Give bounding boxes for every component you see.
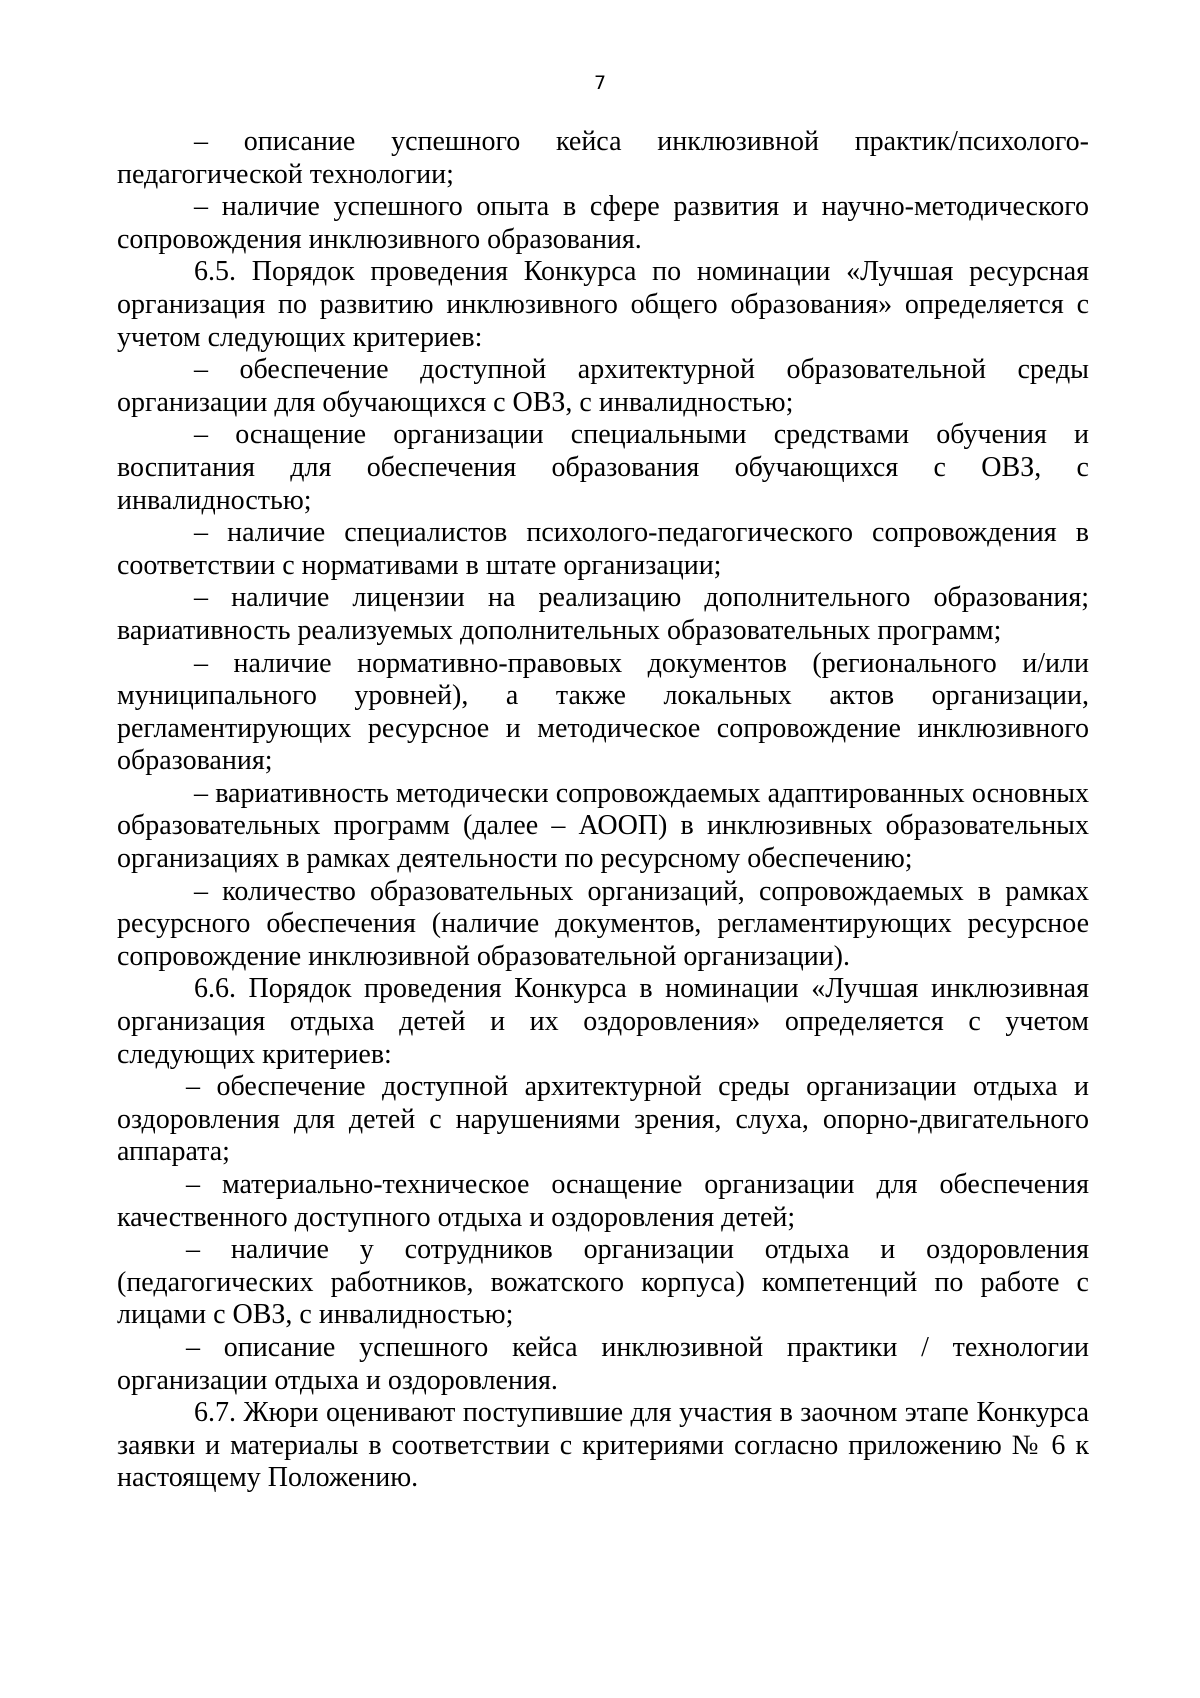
bullet-item: – наличие нормативно-правовых документов (регионального и/или муниципального уровней), а также локальных актов организации, регламентирующих ресурсное и методическое сопровождение инклюзивного образования; [117,647,1089,777]
document-body [117,126,1089,1495]
section-paragraph-6-5: 6.5. Порядок проведения Конкурса по номинации «Лучшая ресурсная организация по развитию инклюзивного общего образования» определяется с учетом следующих критериев: [117,256,1089,353]
bullet-item: – оснащение организации специальными средствами обучения и воспитания для обеспечения образования обучающихся с ОВЗ, с инвалидностью; [117,419,1089,516]
bullet-item: – материально-техническое оснащение организации для обеспечения качественного доступного отдыха и оздоровления детей; [117,1169,1089,1233]
bullet-item: – наличие лицензии на реализацию дополнительного образования; вариативность реализуемых дополнительных образовательных программ; [117,582,1089,646]
bullet-item: – наличие успешного опыта в сфере развития и научно-методического сопровождения инклюзивного образования. [117,191,1089,255]
bullet-item: – описание успешного кейса инклюзивной практик/психолого-педагогической технологии; [117,126,1089,190]
page-number: 7 [593,72,607,94]
bullet-item: – обеспечение доступной архитектурной среды организации отдыха и оздоровления для детей с нарушениями зрения, слуха, опорно-двигательного аппарата; [117,1071,1089,1168]
bullet-item: – вариативность методически сопровождаемых адаптированных основных образовательных программ (далее – АООП) в инклюзивных образовательных организациях в рамках деятельности по ресурсному обеспечению; [117,777,1089,875]
section-paragraph-6-6: 6.6. Порядок проведения Конкурса в номинации «Лучшая инклюзивная организация отдыха детей и их оздоровления» определяется с учетом следующих критериев: [117,973,1089,1070]
bullet-item: – обеспечение доступной архитектурной образовательной среды организации для обучающихся с ОВЗ, с инвалидностью; [117,354,1089,418]
bullet-item: – описание успешного кейса инклюзивной практики / технологии организации отдыха и оздоровления. [117,1331,1089,1396]
bullet-item: – наличие специалистов психолого-педагогического сопровождения в соответствии с нормативами в штате организации; [117,517,1089,581]
section-paragraph-6-7: 6.7. Жюри оценивают поступившие для участия в заочном этапе Конкурса заявки и материалы в соответствии с критериями согласно приложению № 6 к настоящему Положению. [117,1397,1089,1494]
bullet-item: – наличие у сотрудников организации отдыха и оздоровления (педагогических работников, вожатского корпуса) компетенций по работе с лицами с ОВЗ, с инвалидностью; [117,1234,1089,1331]
bullet-item: – количество образовательных организаций, сопровождаемых в рамках ресурсного обеспечения (наличие документов, регламентирующих ресурсное сопровождение инклюзивной образовательной организации). [117,875,1089,972]
